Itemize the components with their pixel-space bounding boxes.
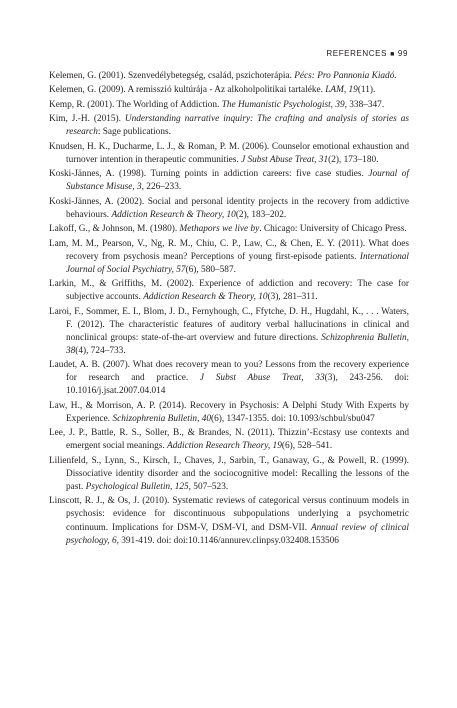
- reference-source: Addiction Research Theory, 19: [167, 441, 282, 452]
- reference-entry: [49, 99, 409, 112]
- reference-entry: [49, 306, 409, 358]
- reference-source: International Journal of Social Psychiatry, 57: [66, 251, 409, 275]
- reference-text: Kemp, R. (2001). The Worlding of Addiction.: [49, 99, 222, 110]
- reference-entry: [49, 141, 409, 167]
- reference-text: (6), 1347-1355. doi: 10.1093/schbul/sbu047: [211, 413, 375, 424]
- reference-entry: [49, 427, 409, 453]
- reference-text: Kelemen, G. (2001). Szenvedélybetegség, család, pszichoterápia.: [49, 71, 295, 81]
- reference-source: The Humanistic Psychologist, 39: [221, 99, 345, 110]
- separator-square: ■: [390, 51, 395, 58]
- section-title: REFERENCES: [326, 49, 388, 58]
- reference-text: Koski-Jännes, A. (2002). Social and personal identity projects in the recovery from addictive behaviours.: [49, 196, 409, 220]
- reference-text: Laudet, A. B. (2007). What does recovery mean to you? Lessons from the recovery experience for research and practice.: [49, 360, 409, 384]
- reference-entry: [49, 113, 409, 139]
- reference-text: (6), 580–587.: [185, 264, 236, 275]
- reference-source: Annual review of clinical psychology, 6: [66, 522, 409, 546]
- reference-source: Understanding narrative inquiry: The crafting and analysis of stories as research: [66, 114, 409, 138]
- reference-text: Larkin, M., & Griffiths, M. (2002). Experience of addiction and recovery: The case for subjective accounts.: [49, 279, 409, 303]
- reference-source: Methapors we live by: [179, 224, 260, 235]
- reference-entry: [49, 238, 409, 277]
- reference-text: : Sage publications.: [97, 127, 171, 138]
- reference-source: LAM, 19: [325, 85, 358, 96]
- reference-text: Linscott, R. J., & Os, J. (2010). Systematic reviews of categorical versus continuum models in psychosis: evidence for discontinuous subpopulations underlying a psychometric continuum. Implications for DSM-V, DSM-VI, and DSM-VII.: [49, 496, 409, 533]
- reference-source: Schizophrenia Bulletin, 40: [112, 413, 212, 424]
- reference-text: (3), 281–311.: [267, 292, 318, 303]
- reference-text: (6), 528–541.: [281, 441, 333, 452]
- reference-text: (2), 173–180.: [328, 154, 379, 165]
- reference-text: Knudsen, H. K., Ducharme, L. J., & Roman, P. M. (2006). Counselor emotional exhaustion and turnover intention in therapeutic communities.: [49, 141, 409, 165]
- page-number: 99: [397, 49, 408, 58]
- reference-text: , 391-419. doi: doi:10.1146/annurev.clinpsy.032408.153506: [116, 535, 339, 546]
- reference-entry: [49, 84, 409, 97]
- reference-text: (3), 243-256. doi: 10.1016/j.jsat.2007.04.014: [66, 373, 410, 397]
- reference-source: Journal of Substance Misuse, 3: [66, 169, 409, 193]
- reference-text: Kim, J.-H. (2015).: [49, 114, 125, 125]
- reference-text: Lee, J. P., Battle, R. S., Soller, B., & Brandes, N. (2011). Thizzin’-Ecstasy use contexts and emergent social meanings.: [49, 428, 409, 452]
- reference-text: , 507–523.: [188, 481, 229, 492]
- reference-source: J Subst Abuse Treat, 33: [199, 373, 325, 384]
- reference-source: Addiction Research & Theory, 10: [111, 209, 236, 220]
- reference-source: Addiction Research & Theory, 10: [143, 292, 268, 303]
- reference-entry: [49, 495, 409, 547]
- reference-source: Schizophrenia Bulletin, 38: [66, 332, 409, 356]
- reference-text: Lam, M. M., Pearson, V., Ng, R. M., Chiu, C. P., Law, C., & Chen, E. Y. (2011). What does recovery from psychosis mean? Perceptions of young first-episode patients.: [49, 238, 409, 262]
- reference-text: . Chicago: University of Chicago Press.: [259, 224, 407, 235]
- reference-entry: [49, 196, 409, 222]
- reference-text: (4), 724–733.: [75, 345, 126, 356]
- running-head: [326, 49, 408, 58]
- reference-entry: [49, 223, 409, 236]
- reference-text: (11).: [357, 85, 376, 96]
- reference-text: , 226–233.: [141, 182, 182, 193]
- reference-text: (2), 183–202.: [235, 209, 287, 220]
- reference-text: Lakoff, G., & Johnson, M. (1980).: [49, 224, 180, 235]
- reference-entry: [49, 278, 409, 304]
- reference-entry: [49, 359, 409, 398]
- reference-text: Law, H., & Morrison, A. P. (2014). Recovery in Psychosis: A Delphi Study With Experts by Experience.: [49, 400, 409, 424]
- reference-entry: [49, 455, 409, 494]
- reference-text: , 338–347.: [344, 99, 385, 110]
- reference-source: Psychological Bulletin, 125: [85, 481, 189, 492]
- reference-entry: [49, 168, 409, 194]
- reference-source: Pécs: Pro Pannonia Kiadó.: [294, 71, 397, 81]
- reference-source: J Subst Abuse Treat, 31: [241, 154, 329, 165]
- reference-entry: [49, 400, 409, 426]
- reference-text: Lilienfeld, S., Lynn, S., Kirsch, I., Chaves, J., Sarbin, T., Ganaway, G., & Powell, R. (1999). Dissociative identity disorder and the sociocognitive model: Recalling the lessons of the past.: [49, 455, 409, 492]
- reference-entry: [49, 70, 409, 83]
- reference-text: Kelemen, G. (2009). A remisszió kultúrája - Az alkoholpolitikai tartaléke.: [49, 85, 326, 96]
- reference-text: Koski-Jännes, A. (1998). Turning points in addiction careers: five case studies.: [49, 169, 369, 180]
- reference-text: Laroi, F., Sommer, E. I., Blom, J. D., Fernyhough, C., Ffytche, D. H., Hugdahl, K., . . . Waters, F. (2012). The characteristic features of auditory verbal hallucinations in clinical and nonclinical groups: state-of-the-art overview and future directions.: [49, 306, 409, 343]
- reference-list: [49, 70, 409, 549]
